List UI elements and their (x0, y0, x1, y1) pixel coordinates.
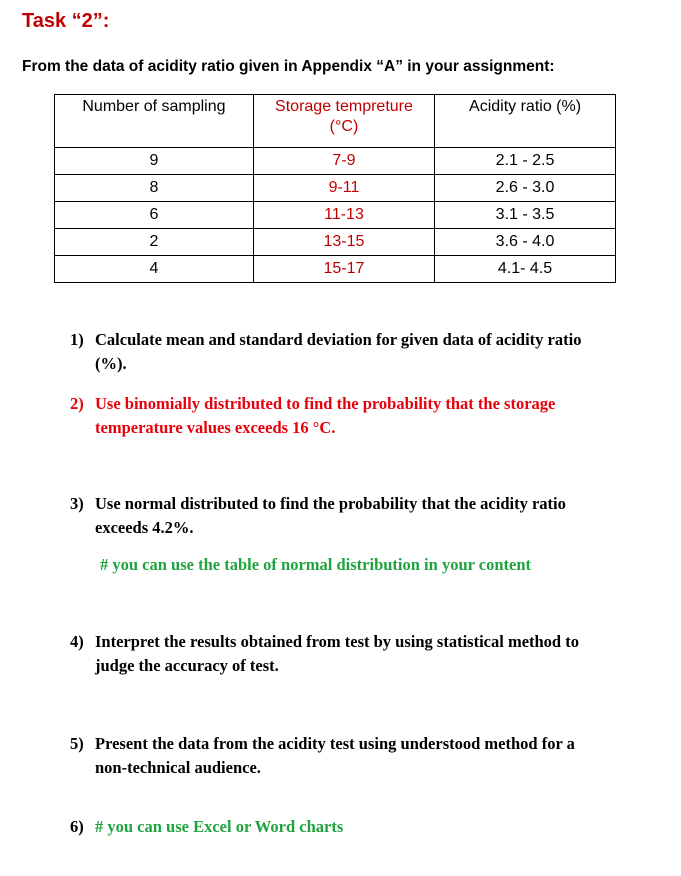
cell-temperature: 9-11 (253, 175, 434, 202)
question-text-line2: judge the accuracy of test. (95, 656, 279, 675)
table-row (55, 175, 616, 202)
normal-table-note: # you can use the table of normal distribution in your content (100, 555, 532, 574)
header-storage-temperature (253, 95, 434, 148)
question-1 (70, 328, 660, 376)
question-number: 1) (70, 330, 84, 349)
cell-sampling: 4 (55, 256, 254, 283)
acidity-table (54, 94, 616, 283)
question-6 (70, 815, 660, 839)
question-number: 2) (70, 394, 84, 413)
question-number: 3) (70, 494, 84, 513)
question-text-line2: (%). (95, 354, 127, 373)
cell-sampling: 8 (55, 175, 254, 202)
cell-acidity: 2.1 - 2.5 (435, 148, 616, 175)
header-acidity: Acidity ratio (%) (435, 95, 616, 148)
header-sampling: Number of sampling (55, 95, 254, 148)
question-4 (70, 630, 660, 678)
cell-temperature: 13-15 (253, 229, 434, 256)
question-number: 4) (70, 632, 84, 651)
cell-acidity: 3.1 - 3.5 (435, 202, 616, 229)
question-text-line1: Use normal distributed to find the probability that the acidity ratio (95, 494, 566, 513)
table-row (55, 256, 616, 283)
question-text-line1: Calculate mean and standard deviation for given data of acidity ratio (95, 330, 582, 349)
question-text-line2: exceeds 4.2%. (95, 518, 194, 537)
table-header-row (55, 95, 616, 148)
cell-sampling: 2 (55, 229, 254, 256)
question-text-line1: Use binomially distributed to find the probability that the storage (95, 394, 556, 413)
task-title: Task “2”: (22, 10, 110, 32)
question-number: 6) (70, 817, 84, 836)
question-number: 5) (70, 734, 84, 753)
header-storage-label: Storage tempreture (275, 98, 413, 115)
question-text-line1: # you can use Excel or Word charts (95, 817, 344, 836)
question-text-line2: non-technical audience. (95, 758, 261, 777)
cell-acidity: 4.1- 4.5 (435, 256, 616, 283)
intro-text: From the data of acidity ratio given in Appendix “A” in your assignment: (22, 58, 555, 75)
cell-acidity: 3.6 - 4.0 (435, 229, 616, 256)
table-row (55, 229, 616, 256)
cell-sampling: 9 (55, 148, 254, 175)
cell-temperature: 11-13 (253, 202, 434, 229)
question-text-line1: Present the data from the acidity test using understood method for a (95, 734, 575, 753)
question-text-line2: temperature values exceeds 16 °C. (95, 418, 336, 437)
cell-temperature: 15-17 (253, 256, 434, 283)
cell-acidity: 2.6 - 3.0 (435, 175, 616, 202)
cell-sampling: 6 (55, 202, 254, 229)
question-2 (70, 392, 660, 440)
question-text-line1: Interpret the results obtained from test by using statistical method to (95, 632, 579, 651)
question-3 (70, 492, 660, 540)
table-row (55, 148, 616, 175)
cell-temperature: 7-9 (253, 148, 434, 175)
question-5 (70, 732, 660, 780)
header-storage-unit: (°C) (329, 118, 359, 135)
table-row (55, 202, 616, 229)
